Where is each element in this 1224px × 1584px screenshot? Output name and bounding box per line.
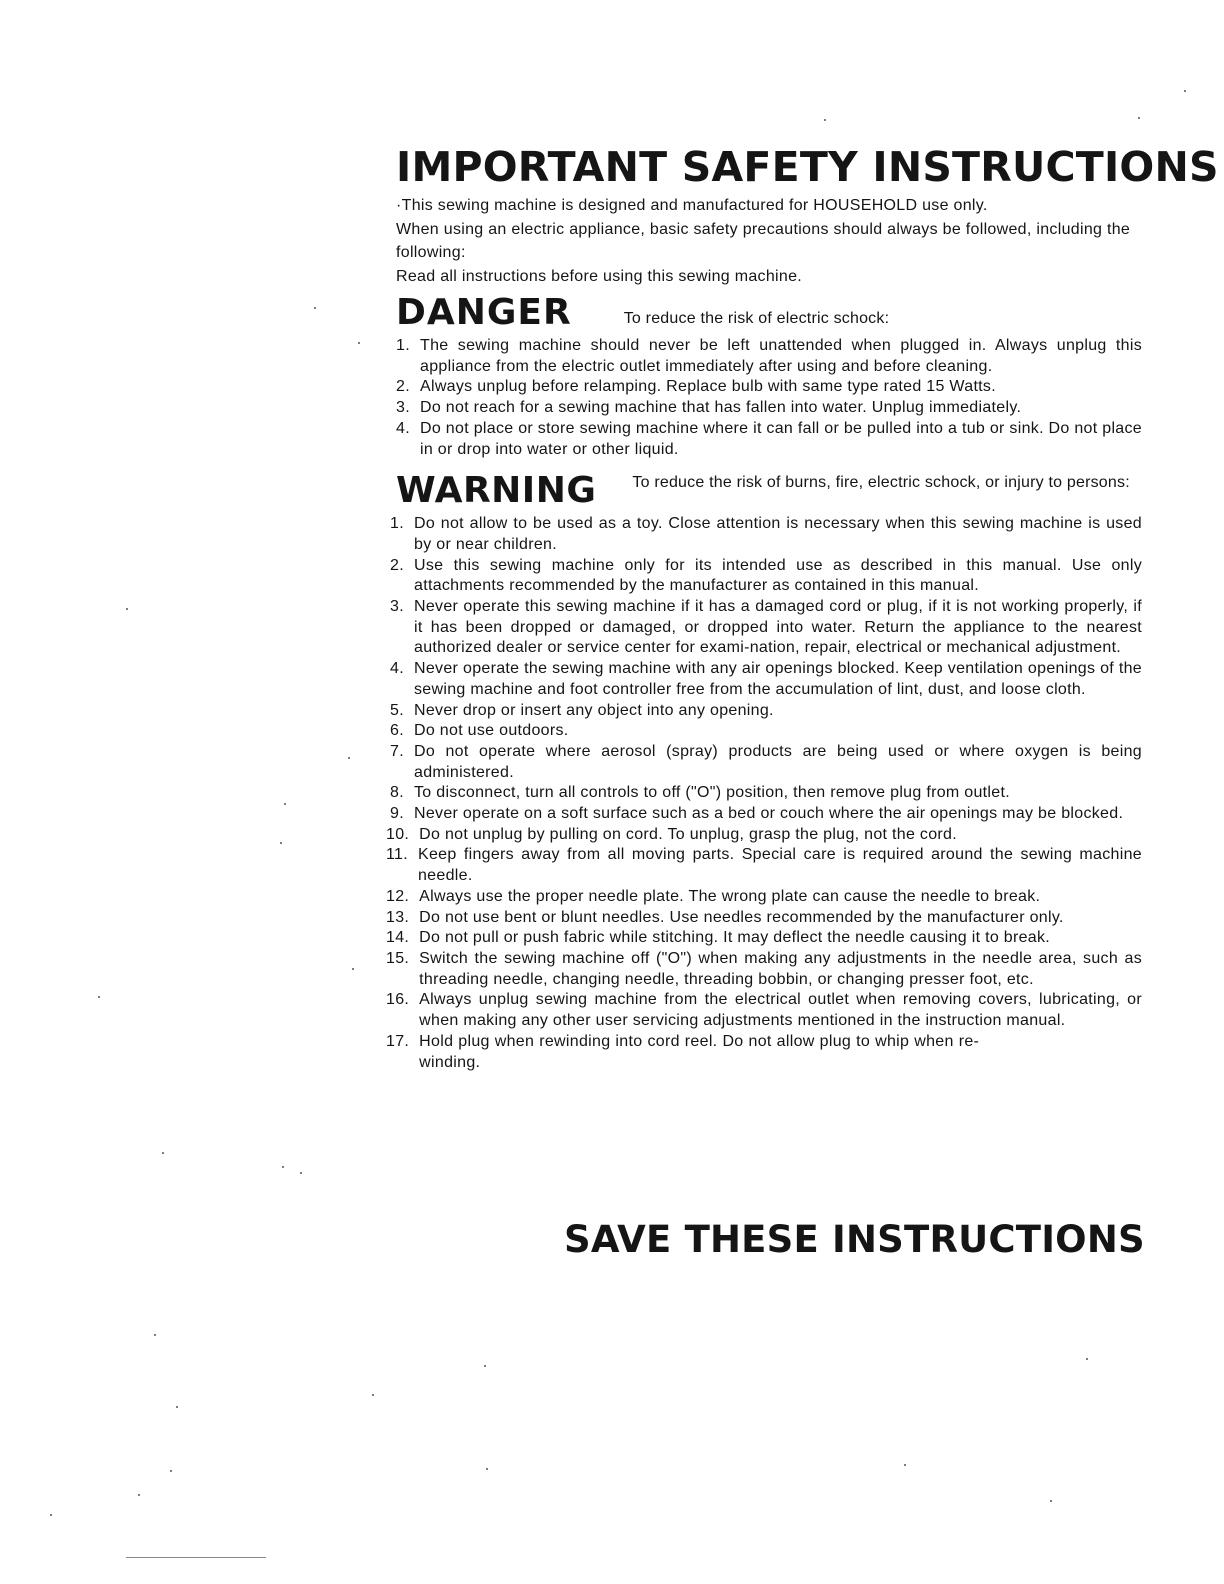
item-text: Do not allow to be used as a toy. Close attention is necessary when this sewing machine is used by or near children. [414,515,1142,553]
item-text: Do not reach for a sewing machine that has fallen into water. Unplug immediately. [420,399,1022,417]
item-number: 4. [390,660,404,678]
warning-item [386,845,1142,886]
item-number: 13. [386,908,410,926]
item-text: Keep fingers away from all moving parts. Special care is required around the sewing machine needle. [417,846,1142,885]
scan-speck [314,307,316,309]
scan-speck [358,342,360,344]
item-text: Do not unplug by pulling on cord. To unplug, grasp the plug, not the cord. [419,825,957,843]
scan-speck [300,1172,302,1174]
warning-item [390,514,1142,555]
intro-block [396,194,1142,288]
item-text: Do not use outdoors. [414,722,569,740]
warning-list [386,514,1142,1073]
warning-item [390,659,1142,700]
item-text: Always unplug before relamping. Replace bulb with same type rated 15 Watts. [420,378,996,396]
save-instructions-footer: SAVE THESE INSTRUCTIONS [564,1218,1145,1261]
item-text: To disconnect, turn all controls to off ("O") position, then remove plug from outlet. [414,784,1010,802]
intro-line: Read all instructions before using this sewing machine. [396,267,803,285]
scan-speck [348,757,350,759]
item-text: Never operate this sewing machine if it has a damaged cord or plug, if it is not working properly, if it has been dropped or damaged, or dropped into water. Return the appliance to the nearest authorized dealer or service center for exami-nation, repair, electrical or mechanical adjustment. [414,598,1142,657]
warning-item [390,556,1142,597]
danger-header [396,290,1142,336]
warning-item [390,701,1142,722]
bottom-rule [126,1557,266,1558]
warning-item [390,597,1142,659]
danger-item [396,336,1142,377]
item-text: Never drop or insert any object into any opening. [414,701,774,719]
item-number: 2. [390,556,404,574]
item-text: Do not operate where aerosol (spray) products are being used or where oxygen is being administered. [414,742,1142,781]
item-number: 2. [396,378,410,396]
item-number: 8. [390,784,404,802]
scan-speck [904,1464,906,1466]
warning-subtitle: To reduce the risk of burns, fire, electric schock, or injury to persons: [632,474,1130,492]
item-number: 6. [390,722,404,740]
item-text: Never operate the sewing machine with any air openings blocked. Keep ventilation openings of the sewing machine and foot controller free from the accumulation of lint, dust, and loose cloth. [414,660,1142,698]
item-text: Always unplug sewing machine from the electrical outlet when removing covers, lubricating, or when making any other user servicing adjustments mentioned in the instruction manual. [419,991,1142,1030]
item-number: 7. [390,742,404,760]
item-number: 15. [386,949,410,967]
item-text: Do not pull or push fabric while stitching. It may deflect the needle causing it to break. [419,929,1051,947]
item-number: 4. [396,419,410,437]
item-number: 9. [390,805,404,823]
item-text: Always use the proper needle plate. The wrong plate can cause the needle to break. [419,887,1041,905]
scan-speck [176,1406,178,1408]
item-number: 1. [390,515,404,533]
intro-line: When using an electric appliance, basic safety precautions should always be followed, including the following: [396,220,1131,261]
scan-speck [50,1514,52,1516]
warning-item [386,1032,1142,1073]
item-text: The sewing machine should never be left unattended when plugged in. Always unplug this appliance from the electric outlet immediately after using and before cleaning. [420,337,1142,375]
scan-speck [98,996,100,998]
scan-speck [282,1166,284,1168]
scan-speck [126,608,128,610]
item-number: 17. [386,1032,410,1050]
warning-item [390,721,1142,742]
scan-speck [1050,1500,1052,1502]
warning-header [396,468,1142,514]
scan-speck [154,1334,156,1336]
warning-item [386,887,1142,908]
warning-heading: WARNING [396,470,597,512]
scan-speck [824,119,826,121]
danger-item [396,377,1142,398]
scan-speck [284,803,286,805]
warning-item [386,825,1142,846]
warning-item [390,742,1142,783]
item-text: Do not place or store sewing machine where it can fall or be pulled into a tub or sink. Do not place in or drop into water or other liquid. [420,419,1142,458]
item-number: 3. [396,399,410,417]
page-title: IMPORTANT SAFETY INSTRUCTIONS [396,143,1219,191]
item-number: 3. [390,598,404,616]
safety-content [386,140,1219,1261]
item-text: Hold plug when rewinding into cord reel. Do not allow plug to whip when re-winding. [419,1032,980,1071]
danger-subtitle: To reduce the risk of electric schock: [623,310,890,327]
warning-item [386,928,1142,949]
scan-speck [1086,1358,1088,1360]
danger-item [396,419,1142,460]
danger-heading: DANGER [396,292,572,333]
item-number: 16. [386,991,410,1009]
scan-speck [1138,117,1140,119]
danger-list [396,336,1142,460]
item-number: 5. [390,701,404,719]
intro-line: ·This sewing machine is designed and manufactured for HOUSEHOLD use only. [396,197,988,214]
scan-speck [352,968,354,970]
warning-item [386,990,1142,1031]
warning-item [390,783,1142,804]
warning-item [386,949,1142,990]
item-text: Use this sewing machine only for its intended use as described in this manual. Use only attachments recommended by the manufacturer as contained in this manual. [414,556,1142,595]
scan-speck [280,842,282,844]
scan-speck [170,1470,172,1472]
scan-speck [484,1365,486,1367]
item-text: Never operate on a soft surface such as a bed or couch where the air openings may be blocked. [414,805,1124,823]
scan-speck [372,1394,374,1396]
item-number: 10. [386,825,410,843]
scan-speck [1184,90,1186,92]
danger-item [396,398,1142,419]
warning-item [386,908,1142,929]
item-text: Do not use bent or blunt needles. Use needles recommended by the manufacturer only. [419,908,1064,926]
item-number: 11. [386,846,408,864]
scan-speck [486,1468,488,1470]
warning-item [390,804,1142,825]
item-number: 12. [386,887,410,905]
scan-speck [162,1152,164,1154]
item-number: 14. [386,929,410,947]
item-text: Switch the sewing machine off ("O") when making any adjustments in the needle area, such as threading needle, changing needle, threading bobbin, or changing presser foot, etc. [419,949,1142,988]
scan-speck [138,1494,140,1496]
item-number: 1. [396,337,410,354]
